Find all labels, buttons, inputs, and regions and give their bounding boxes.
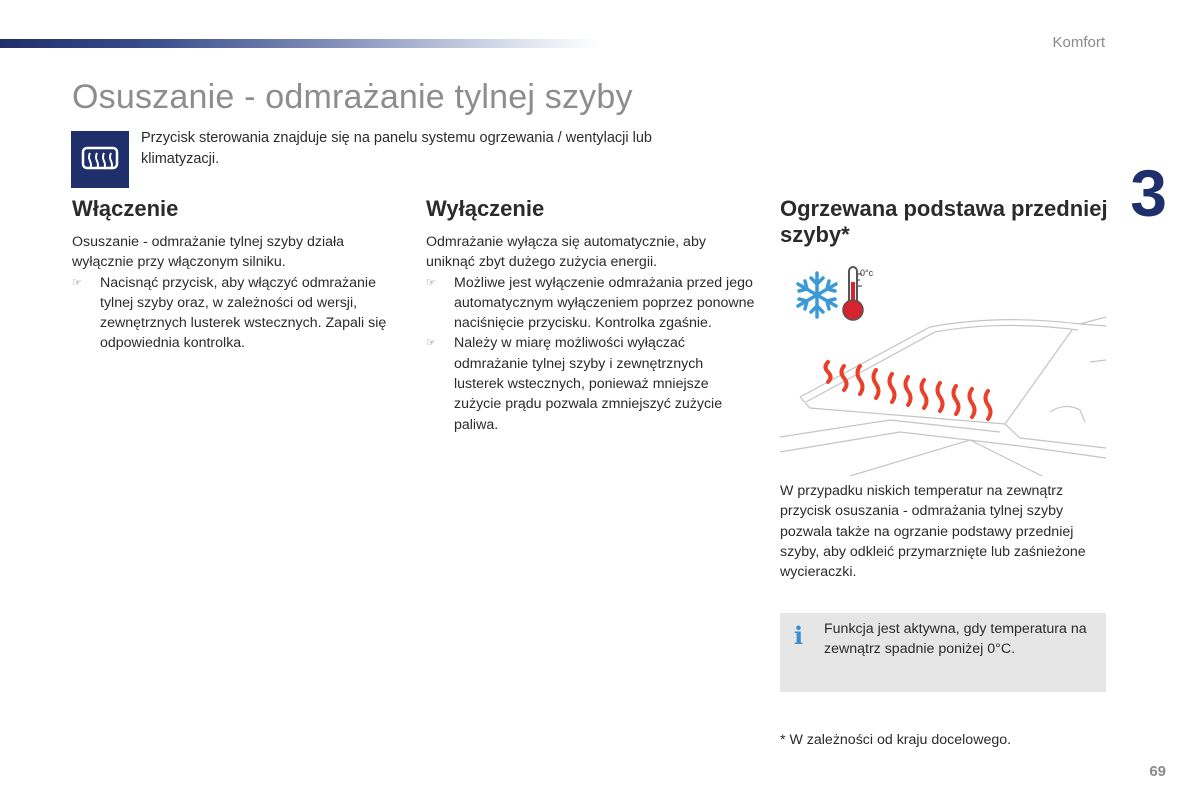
header-gradient-bar [0, 39, 600, 48]
page-title: Osuszanie - odmrażanie tylnej szyby [72, 78, 633, 116]
rear-defrost-icon-graphic [80, 145, 120, 175]
thermometer-label: 0°c [860, 268, 874, 278]
list-item [426, 333, 756, 434]
rear-defrost-icon [71, 131, 129, 188]
heated-windscreen-illustration [780, 262, 1106, 476]
section-label: Komfort [1052, 34, 1105, 51]
paragraph-switch-off: Odmrażanie wyłącza się automatycznie, aby uniknąć zbyt dużego zużycia energii. [426, 234, 706, 271]
heading-switch-off: Wyłączenie [426, 196, 545, 221]
list-item [72, 273, 402, 354]
column-switch-off [426, 196, 756, 435]
snowflake-icon [798, 273, 836, 317]
list-item [426, 273, 756, 334]
bullet-text: Należy w miarę możliwości wyłączać odmrażanie tylnej szyby i zewnętrznych lusterek wstecznych, ponieważ mniejsze zużycie prądu pozwala zmniejszyć zużycie paliwa. [454, 335, 723, 433]
paragraph-switch-on: Osuszanie - odmrażanie tylnej szyby działa wyłącznie przy włączonym silniku. [72, 234, 345, 271]
info-text: Funkcja jest aktywna, gdy temperatura na zewnątrz spadnie poniżej 0°C. [824, 621, 1087, 658]
intro-text: Przycisk sterowania znajduje się na panelu systemu ogrzewania / wentylacji lub klimatyzacji. [141, 130, 652, 167]
heading-switch-on: Włączenie [72, 196, 179, 221]
chapter-number: 3 [1130, 156, 1167, 230]
heading-heated-windscreen: Ogrzewana podstawa przedniej szyby* [780, 196, 1108, 247]
hand-pointer-icon: ☞ [426, 337, 436, 350]
footnote: * W zależności od kraju docelowego. [780, 732, 1012, 748]
hand-pointer-icon: ☞ [426, 276, 436, 289]
info-box [780, 613, 1106, 692]
bullet-text: Nacisnąć przycisk, aby włączyć odmrażanie tylnej szyby oraz, w zależności od wersji, zewnętrznych lusterek wstecznych. Zapali się odpowiednia kontrolka. [100, 274, 387, 352]
hand-pointer-icon: ☞ [72, 276, 82, 289]
column-heated-windscreen [780, 196, 1110, 258]
column-switch-on [72, 196, 402, 354]
page-number: 69 [1149, 763, 1166, 780]
info-icon: i [794, 621, 804, 650]
heated-windscreen-description: W przypadku niskich temperatur na zewnątrz przycisk osuszania - odmrażania tylnej szyby pozwala także na ogrzanie podstawy przedniej szyby, aby odkleić przymarznięte lub zaśnieżone wycieraczki. [780, 483, 1086, 581]
car-outline [780, 317, 1106, 476]
bullet-text: Możliwe jest wyłączenie odmrażania przed jego automatycznym wyłączeniem poprzez ponowne naciśnięcie przycisku. Kontrolka zgaśnie. [454, 274, 755, 332]
